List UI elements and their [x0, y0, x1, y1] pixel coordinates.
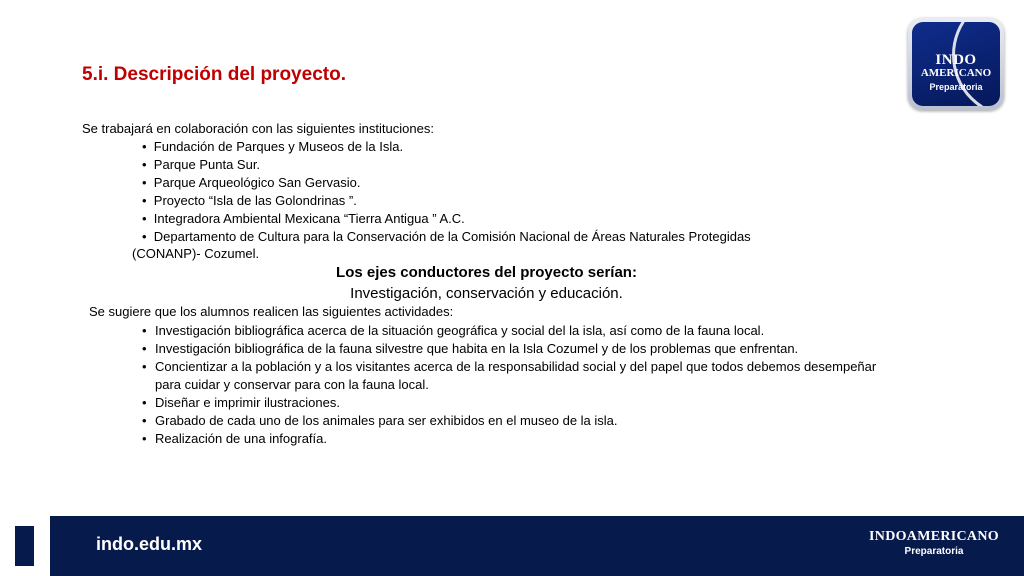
list-item: • Diseñar e imprimir ilustraciones. — [142, 395, 340, 410]
logo-line-1: INDO — [935, 52, 977, 68]
list-item: • Realización de una infografía. — [142, 431, 328, 446]
indoamericano-logo — [908, 18, 1004, 110]
logo-badge — [912, 22, 1000, 106]
activities-intro: Se sugiere que los alumnos realicen las siguientes actividades: — [89, 304, 454, 319]
list-item: • Investigación bibliográfica acerca de la situación geográfica y social del la isla, así como de la fauna local. — [142, 323, 765, 338]
institutions-continuation: (CONANP)- Cozumel. — [132, 246, 260, 261]
footer-brand-sub: Preparatoria — [904, 546, 964, 557]
footer-mark-icon — [0, 516, 50, 576]
footer-url[interactable]: indo.edu.mx — [96, 534, 203, 554]
bullet: • — [142, 413, 147, 428]
list-item: • Parque Punta Sur. — [142, 157, 261, 172]
bullet: • — [142, 431, 147, 446]
list-item: • Concientizar a la población y a los visitantes acerca de la responsabilidad social y del papel que todos debemos desempeñar para cuidar y conservar para con la fauna local. — [142, 359, 877, 392]
footer-bar — [0, 516, 1024, 576]
logo-line-2: AMERICANO — [920, 67, 992, 79]
bullet: • — [142, 229, 147, 244]
bullet: • — [142, 341, 147, 356]
list-item: • Integradora Ambiental Mexicana “Tierra Antigua ” A.C. — [142, 211, 465, 226]
bullet: • — [142, 211, 147, 226]
list-item: • Grabado de cada uno de los animales para ser exhibidos en el museo de la isla. — [142, 413, 618, 428]
bullet: • — [142, 175, 147, 190]
bullet: • — [142, 395, 147, 410]
list-item: • Proyecto “Isla de las Golondrinas ”. — [142, 193, 357, 208]
bullet: • — [142, 323, 147, 338]
institutions-list — [142, 138, 751, 246]
axes-heading: Los ejes conductores del proyecto serían: — [336, 264, 637, 281]
list-item: • Departamento de Cultura para la Conservación de la Comisión Nacional de Áreas Naturales Protegidas — [142, 229, 751, 244]
bullet: • — [142, 359, 147, 374]
bullet: • — [142, 193, 147, 208]
list-item: • Fundación de Parques y Museos de la Isla. — [142, 139, 404, 154]
bullet: • — [142, 157, 147, 172]
logo-line-3: Preparatoria — [929, 82, 983, 92]
footer-brand: INDOAMERICANO — [869, 529, 999, 544]
activities-list — [142, 322, 882, 448]
list-item: • Parque Arqueológico San Gervasio. — [142, 175, 361, 190]
bullet: • — [142, 139, 147, 154]
institutions-intro: Se trabajará en colaboración con las siguientes instituciones: — [82, 121, 434, 136]
axes-subtitle: Investigación, conservación y educación. — [350, 285, 623, 302]
slide-title: 5.i. Descripción del proyecto. — [82, 64, 346, 85]
list-item: • Investigación bibliográfica de la fauna silvestre que habita en la Isla Cozumel y de los problemas que enfrentan. — [142, 341, 799, 356]
